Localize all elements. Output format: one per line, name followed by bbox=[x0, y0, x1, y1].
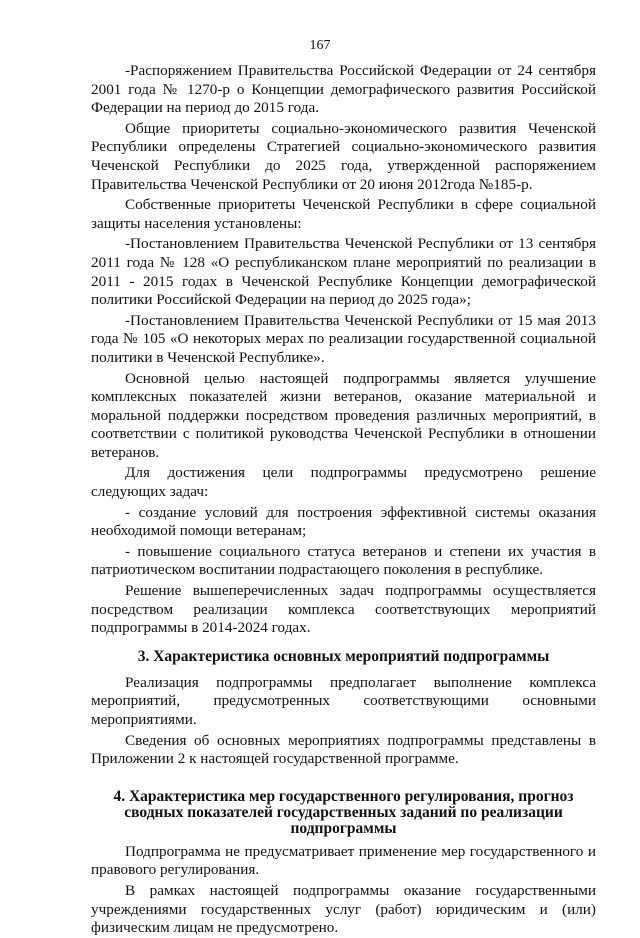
page-body bbox=[91, 62, 596, 938]
paragraph: Собственные приоритеты Чеченской Республики в сфере социальной защиты населения установлены: bbox=[91, 196, 596, 232]
section-heading-3: 3. Характеристика основных мероприятий подпрограммы bbox=[137, 647, 550, 665]
paragraph: Общие приоритеты социально-экономического развития Чеченской Республики определены Стратегией социально-экономического развития Чеченской Республики до 2025 года, утвержденной распоряжением Правительства Чеченской Республики от 20 июня 2012года №185-р. bbox=[91, 119, 596, 193]
list-item: - повышение социального статуса ветеранов и степени их участия в патриотическом воспитании подрастающего поколения в республике. bbox=[91, 542, 596, 579]
paragraph: Реализация подпрограммы предполагает выполнение комплекса мероприятий, предусмотренных соответствующими основными мероприятиями. bbox=[91, 673, 596, 728]
paragraph: -Распоряжением Правительства Российской Федерации от 24 сентября 2001 года № 1270-р о Концепции демографического развития Российской Федерации на период до 2015 года. bbox=[91, 62, 596, 117]
paragraph: -Постановлением Правительства Чеченской Республики от 15 мая 2013 года № 105 «О некоторых мерах по реализации государственной социальной политики в Чеченской Республике». bbox=[91, 311, 596, 366]
paragraph: В рамках настоящей подпрограммы оказание государственными учреждениями государственных услуг (работ) юридическим и (или) физическим лицам не предусмотрено. bbox=[91, 881, 596, 937]
paragraph: -Постановлением Правительства Чеченской Республики от 13 сентября 2011 года № 128 «О республиканском плане мероприятий по реализации в 2011 - 2015 годах в Чеченской Республике Концепции демографической политики Российской Федерации на период до 2025 года»; bbox=[91, 235, 596, 309]
paragraph: Для достижения цели подпрограммы предусмотрено решение следующих задач: bbox=[91, 464, 596, 501]
page-number: 167 bbox=[309, 38, 331, 53]
paragraph: Основной целью настоящей подпрограммы является улучшение комплексных показателей жизни ветеранов, оказание материальной и моральной поддержки посредством проведения различных мероприятий, в соответствии с политикой руководства Чеченской Республики в отношении ветеранов. bbox=[91, 369, 596, 461]
paragraph: Сведения об основных мероприятиях подпрограммы представлены в Приложении 2 к настоящей государственной программе. bbox=[91, 731, 596, 768]
paragraph: Решение вышеперечисленных задач подпрограммы осуществляется посредством реализации комплекса соответствующих мероприятий подпрограммы в 2014-2024 годах. bbox=[91, 582, 596, 637]
list-item: - создание условий для построения эффективной системы оказания необходимой помощи ветеранам; bbox=[91, 503, 596, 540]
section-heading-4: 4. Характеристика мер государственного регулирования, прогноз сводных показателей государственных заданий по реализации подпрограммы bbox=[113, 787, 574, 837]
paragraph: Подпрограмма не предусматривает применение мер государственного и правового регулирования. bbox=[91, 842, 596, 879]
